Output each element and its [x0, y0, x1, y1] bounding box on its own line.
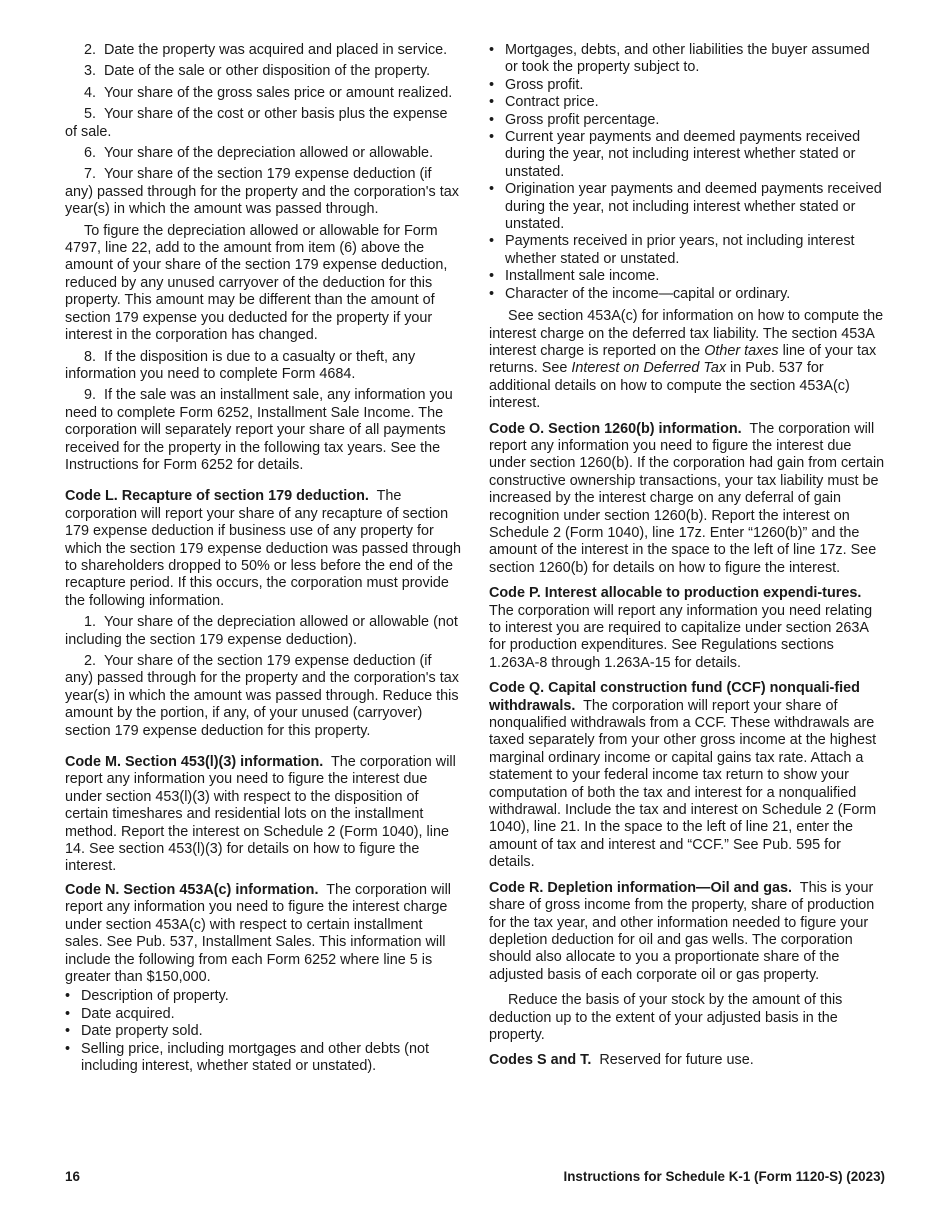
list-item: • Mortgages, debts, and other liabilities the buyer assumed or took the property subject to.: [489, 42, 886, 77]
code-r-heading: Code R. Depletion information—Oil and gas.: [489, 879, 793, 896]
code-q-body: The corporation will report your share of nonqualified withdrawals from a CCF. These withdrawals are taxed separately from your other gross income at the highest marginal ordinary income or capital gains tax rate. Attach a statement to your federal income tax return to show your computation of both the tax and interest for a nonqualified withdrawal. Include the tax and interest on Schedule 2 (Form 1040), line 21. In the space to the left of line 21, enter the amount of tax and interest and “CCF.” See Pub. 595 for details.: [489, 697, 877, 871]
codes-s-t-section: [489, 1052, 886, 1069]
code-l-section: [65, 488, 462, 610]
code-p-heading: Code P. Interest allocable to production expendi-tures.: [489, 585, 862, 602]
italic-ref: Interest on Deferred Tax: [571, 360, 727, 377]
list-item: • Contract price.: [489, 94, 886, 111]
list-item: • Origination year payments and deemed payments received during the year, not including interest whether stated or unstated.: [489, 181, 886, 233]
codes-s-t-body: Reserved for future use.: [599, 1052, 754, 1069]
code-o-section: [489, 421, 886, 578]
code-m-section: [65, 754, 462, 876]
text-run: in Pub. 537 for additional details on how to compute the section 453A(c) interest.: [489, 360, 850, 412]
code-n-body: The corporation will report any information you need to figure the interest charge under section 453A(c) with respect to certain installment sales. See Pub. 537, Installment Sales. This information will include the following from each Form 6252 where line 5 is greater than $150,000.: [65, 881, 451, 985]
code-q-section: [489, 680, 886, 871]
reduce-basis-paragraph: Reduce the basis of your stock by the amount of this deduction up to the extent of your adjusted basis in the property.: [489, 992, 843, 1043]
code-n-heading: Code N. Section 453A(c) information.: [65, 881, 319, 898]
code-r-section: [489, 880, 886, 984]
text-run: line of your tax returns. See: [489, 342, 877, 377]
codes-s-t-heading: Codes S and T.: [489, 1052, 592, 1069]
code-m-heading: Code M. Section 453(l)(3) information.: [65, 754, 324, 771]
code-n-section: [65, 882, 462, 986]
list-item: • Current year payments and deemed payments received during the year, not including interest whether stated or unstated.: [489, 129, 886, 181]
text-run: See section 453A(c) for information on how to compute the interest charge on the deferred tax liability. The section 453A interest charge is reported on the: [489, 308, 884, 359]
code-r-body: This is your share of gross income from the property, share of production for the tax year, and other information needed to figure your depletion deduction for oil and gas wells. The corporation should also allocate to you a proportionate share of the adjusted basis of each corporate oil or gas property.: [489, 879, 875, 983]
item-5: 5. Your share of the cost or other basis plus the expense of sale.: [65, 106, 448, 140]
depreciation-paragraph: To figure the depreciation allowed or allowable for Form 4797, line 22, add to the amount from item (6) above the amount of your share of the section 179 expense deduction, reduced by any unused carryover of the deduction for this property. This amount may be different than the amount of section 179 expense you deducted for the property if your interest in the corporation has changed.: [65, 222, 448, 344]
list-item: • Date property sold.: [65, 1023, 462, 1040]
item-6: 6. Your share of the depreciation allowed or allowable.: [84, 145, 434, 162]
code-o-body: The corporation will report any information you need to figure the interest due under section 1260(b). If the corporation had gain from certain constructive ownership transactions, your tax liability must be increased by the interest charge on any deferral of gain recognition under section 1260(b). Report the interest on Schedule 2 (Form 1040), line 17z. Enter “1260(b)” and the amount of the interest in the space to the left of line 17z. See section 1260(b) for details on how to figure the interest.: [489, 420, 885, 576]
code-l-item-2: 2. Your share of the section 179 expense deduction (if any) passed through for the property and the corporation's tax year(s) in which the amount was passed through. Reduce this amount by the portion, if any, of your unused (carryover) section 179 expense deduction for this property.: [65, 653, 459, 739]
list-item: • Description of property.: [65, 988, 462, 1005]
code-q-heading: Code Q. Capital construction fund (CCF) nonquali-fied withdrawals.: [489, 680, 860, 714]
code-m-body: The corporation will report any information you need to figure the interest due under section 453(l)(3) with respect to the disposition of certain timeshares and residential lots on the installment method. Report the interest on Schedule 2 (Form 1040), line 14. See section 453(l)(3) for details on how to figure the interest.: [65, 754, 456, 875]
left-column: [65, 42, 462, 1075]
list-item: • Installment sale income.: [489, 268, 886, 285]
footer-title: Instructions for Schedule K-1 (Form 1120-S) (2023): [563, 1169, 885, 1184]
list-item: • Payments received in prior years, not including interest whether stated or unstated.: [489, 233, 886, 268]
list-item: • Date acquired.: [65, 1006, 462, 1023]
code-l-heading: Code L. Recapture of section 179 deduction.: [65, 488, 369, 505]
code-o-heading: Code O. Section 1260(b) information.: [489, 420, 742, 437]
item-7: 7. Your share of the section 179 expense deduction (if any) passed through for the property and the corporation's tax year(s) in which the amount was passed through.: [65, 166, 459, 218]
list-item: • Gross profit.: [489, 77, 886, 94]
code-p-section: [489, 585, 886, 672]
code-l-item-1: 1. Your share of the depreciation allowed or allowable (not including the section 179 expense deduction).: [65, 614, 458, 648]
italic-ref: Other taxes: [704, 342, 779, 359]
page-number: 16: [65, 1169, 80, 1184]
list-item: • Gross profit percentage.: [489, 112, 886, 129]
item-3: 3. Date of the sale or other disposition of the property.: [84, 63, 431, 80]
code-p-body: The corporation will report any information you need relating to interest you are required to capitalize under section 263A for production expenditures. See Regulations sections 1.263A-8 through 1.263A-15 for details.: [489, 602, 873, 671]
item-4: 4. Your share of the gross sales price or amount realized.: [84, 84, 453, 101]
section-453a-paragraph: [489, 308, 886, 412]
item-9: 9. If the sale was an installment sale, any information you need to complete Form 6252, Installment Sale Income. The corporation will separately report your share of all payments received for the property in the following tax years. See the Instructions for Form 6252 for details.: [65, 387, 453, 473]
list-item: • Character of the income—capital or ordinary.: [489, 286, 886, 303]
item-8: 8. If the disposition is due to a casualty or theft, any information you need to complete Form 4684.: [65, 348, 416, 382]
right-column: [489, 42, 886, 1074]
item-2: 2. Date the property was acquired and placed in service.: [84, 42, 448, 58]
code-l-body: The corporation will report your share of any recapture of section 179 expense deduction if business use of any property for which the section 179 expense deduction was passed through to shareholders dropped to 50% or less before the end of the recapture period. If this occurs, the corporation must provide the following information.: [65, 488, 462, 609]
list-item: • Selling price, including mortgages and other debts (not including interest, whether stated or unstated).: [65, 1041, 462, 1076]
